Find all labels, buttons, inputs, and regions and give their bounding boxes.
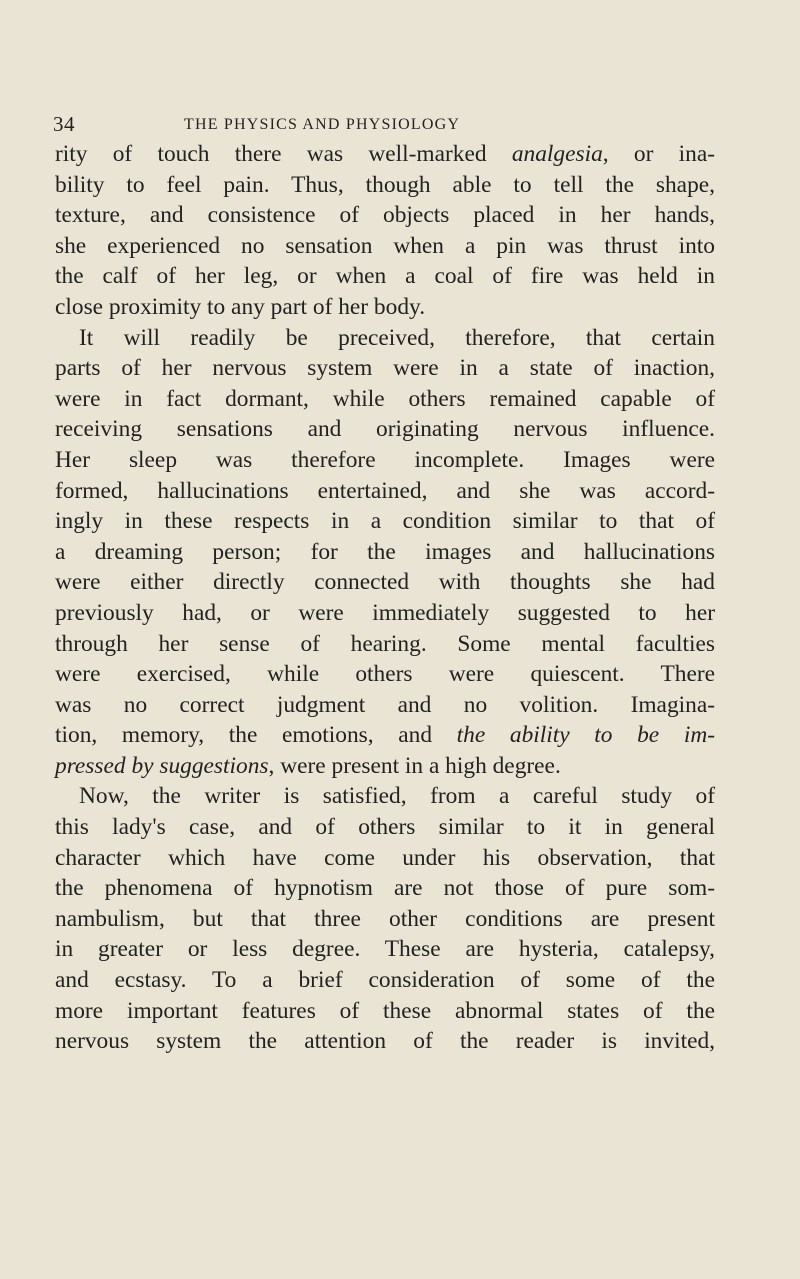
text-segment: was no correct judgment and no volition. Imagina- [55, 691, 715, 718]
text-line [55, 751, 715, 782]
text-line [55, 292, 715, 323]
text-segment: the calf of her leg, or when a coal of fire was held in [55, 263, 715, 290]
text-line [55, 781, 715, 812]
text-segment: texture, and consistence of objects placed in her hands, [55, 202, 715, 229]
body-text [55, 139, 715, 1057]
text-line [55, 445, 715, 476]
text-segment: close proximity to any part of her body. [55, 293, 426, 320]
text-line [55, 904, 715, 935]
text-line [55, 323, 715, 354]
text-segment: , or ina- [602, 141, 715, 167]
text-segment: It will readily be preceived, therefore, that certain [79, 324, 715, 351]
text-line [55, 476, 715, 507]
page-number: 34 [53, 112, 75, 136]
text-segment: Now, the writer is satisfied, from a careful study of [79, 783, 715, 810]
text-line [55, 598, 715, 629]
text-segment: , were present in a high degree. [268, 752, 561, 779]
text-line [55, 934, 715, 965]
text-segment: in greater or less degree. These are hysteria, catalepsy, [55, 936, 715, 963]
text-line [55, 414, 715, 445]
text-line [55, 690, 715, 721]
text-segment: were exercised, while others were quiescent. There [55, 661, 715, 688]
text-segment: nervous system the attention of the reader is invited, [55, 1028, 715, 1055]
text-line [55, 965, 715, 996]
text-segment: ingly in these respects in a condition similar to that of [55, 508, 715, 535]
text-line [55, 720, 715, 751]
text-segment: the phenomena of hypnotism are not those of pure som- [55, 875, 715, 902]
text-segment: parts of her nervous system were in a state of inaction, [55, 355, 715, 382]
text-line [55, 353, 715, 384]
text-segment: previously had, or were immediately suggested to her [55, 599, 715, 626]
text-segment: were either directly connected with thoughts she had [55, 569, 715, 596]
running-title: THE PHYSICS AND PHYSIOLOGY [184, 116, 461, 133]
text-line [55, 567, 715, 598]
text-line [55, 659, 715, 690]
text-segment: were in fact dormant, while others remained capable of [55, 385, 715, 412]
italic-text: analgesia [511, 141, 603, 167]
text-line [55, 629, 715, 660]
running-head [53, 112, 710, 140]
text-segment: receiving sensations and originating nervous influence. [55, 416, 715, 443]
text-line [55, 812, 715, 843]
text-line [55, 843, 715, 874]
text-segment: a dreaming person; for the images and hallucinations [55, 538, 715, 565]
text-segment: and ecstasy. To a brief consideration of some of the [55, 967, 715, 994]
italic-text: the ability to be im- [456, 722, 715, 749]
text-line [55, 170, 715, 201]
text-segment: character which have come under his observation, that [55, 844, 715, 871]
text-segment: through her sense of hearing. Some mental faculties [55, 630, 715, 657]
text-line [55, 200, 715, 231]
text-line [55, 537, 715, 568]
text-line [55, 139, 715, 170]
text-line [55, 261, 715, 292]
text-segment: more important features of these abnormal states of the [55, 997, 715, 1024]
text-line [55, 873, 715, 904]
text-line [55, 231, 715, 262]
text-segment: formed, hallucinations entertained, and she was accord- [55, 477, 715, 504]
italic-text: pressed by suggestions [55, 752, 269, 779]
text-segment: nambulism, but that three other conditions are present [55, 905, 715, 932]
text-segment: she experienced no sensation when a pin was thrust into [55, 232, 715, 259]
text-segment: rity of touch there was well-marked [55, 141, 512, 167]
text-line [55, 996, 715, 1027]
text-segment: bility to feel pain. Thus, though able to tell the shape, [55, 171, 715, 198]
text-line [55, 384, 715, 415]
text-segment: tion, memory, the emotions, and [55, 722, 457, 749]
text-line [55, 506, 715, 537]
text-segment: Her sleep was therefore incomplete. Images were [55, 446, 715, 473]
text-segment: this lady's case, and of others similar to it in general [55, 814, 715, 841]
text-line [55, 1026, 715, 1057]
